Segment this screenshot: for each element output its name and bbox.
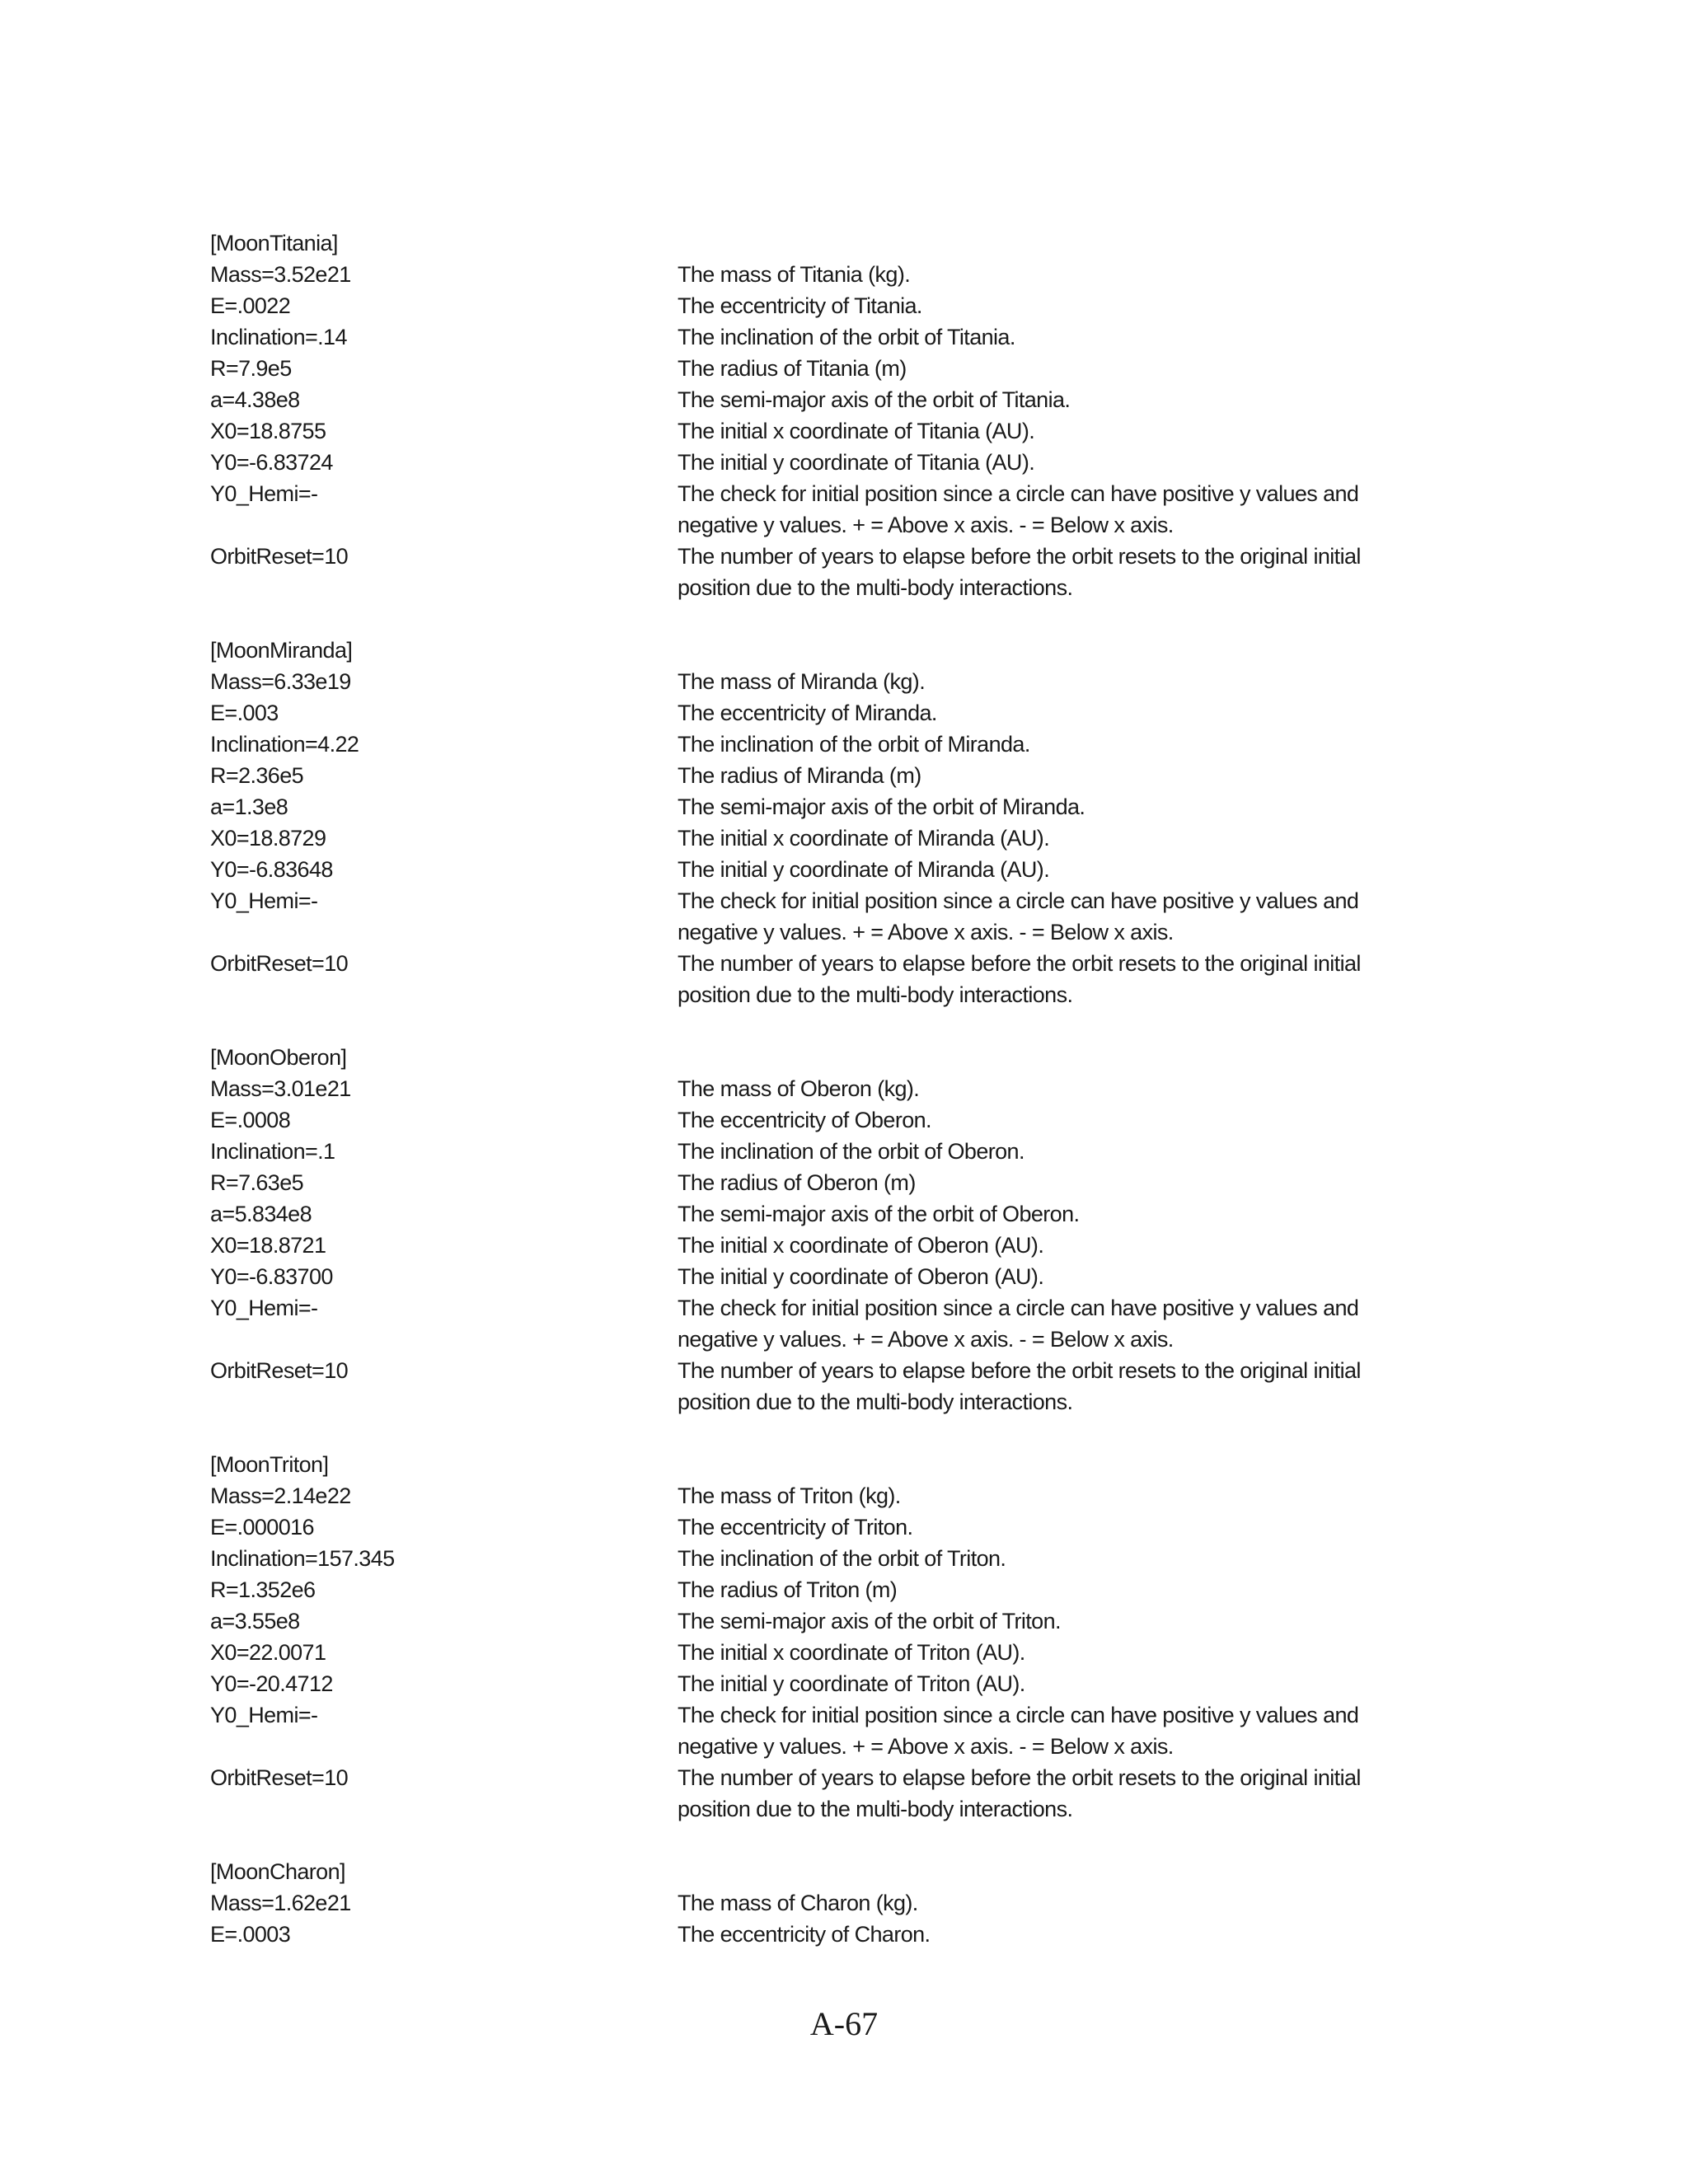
parameter-key: OrbitReset=10 bbox=[210, 951, 349, 976]
parameter-description: The eccentricity of Titania. bbox=[678, 293, 922, 318]
parameter-key: E=.0003 bbox=[210, 1922, 291, 1947]
parameter-description: The mass of Titania (kg). bbox=[678, 262, 911, 287]
parameter-row bbox=[210, 447, 1463, 478]
section-header: [MoonOberon] bbox=[210, 1045, 347, 1070]
parameter-row bbox=[210, 415, 1463, 447]
parameter-key: Inclination=.14 bbox=[210, 325, 347, 349]
parameter-row bbox=[210, 854, 1463, 885]
parameter-row bbox=[210, 259, 1463, 290]
parameter-description: The initial y coordinate of Miranda (AU). bbox=[678, 857, 1050, 882]
parameter-key: Y0=-20.4712 bbox=[210, 1671, 333, 1696]
section-header: [MoonMiranda] bbox=[210, 638, 353, 663]
parameter-row bbox=[210, 1511, 1463, 1543]
config-section bbox=[210, 1856, 1463, 1950]
parameter-row bbox=[210, 1167, 1463, 1198]
parameter-key: R=1.352e6 bbox=[210, 1577, 316, 1602]
parameter-row bbox=[210, 1230, 1463, 1261]
parameter-description: The eccentricity of Charon. bbox=[678, 1922, 931, 1947]
parameter-key: Mass=6.33e19 bbox=[210, 669, 351, 694]
parameter-key: R=2.36e5 bbox=[210, 763, 304, 788]
parameter-key: E=.0022 bbox=[210, 293, 291, 318]
parameter-description: The inclination of the orbit of Miranda. bbox=[678, 732, 1030, 757]
parameter-key: Inclination=157.345 bbox=[210, 1546, 395, 1571]
parameter-key: Inclination=.1 bbox=[210, 1139, 335, 1164]
parameter-description: The semi-major axis of the orbit of Triton. bbox=[678, 1609, 1061, 1633]
parameter-description: The mass of Charon (kg). bbox=[678, 1891, 918, 1915]
parameter-row bbox=[210, 384, 1463, 415]
parameter-row bbox=[210, 1919, 1463, 1950]
parameter-key: Y0=-6.83648 bbox=[210, 857, 333, 882]
parameter-row bbox=[210, 1355, 1463, 1418]
parameter-key: X0=18.8729 bbox=[210, 826, 326, 851]
document-body bbox=[210, 227, 1463, 1981]
parameter-row bbox=[210, 1699, 1463, 1762]
parameter-description: The initial x coordinate of Oberon (AU). bbox=[678, 1233, 1044, 1258]
config-section bbox=[210, 227, 1463, 603]
parameter-description: The number of years to elapse before the orbit resets to the original initial position due to the multi-body interactions. bbox=[678, 1358, 1361, 1414]
config-section bbox=[210, 1449, 1463, 1825]
parameter-key: Y0_Hemi=- bbox=[210, 888, 318, 913]
parameter-row bbox=[210, 1198, 1463, 1230]
parameter-description: The number of years to elapse before the orbit resets to the original initial position due to the multi-body interactions. bbox=[678, 1765, 1361, 1821]
parameter-key: X0=18.8721 bbox=[210, 1233, 326, 1258]
parameter-description: The check for initial position since a circle can have positive y values and negative y values. + = Above x axis. - = Below x axis. bbox=[678, 1296, 1359, 1352]
parameter-key: E=.000016 bbox=[210, 1515, 314, 1540]
parameter-key: OrbitReset=10 bbox=[210, 1358, 349, 1383]
page-number: A-67 bbox=[809, 2005, 879, 2042]
config-section bbox=[210, 1042, 1463, 1418]
parameter-row bbox=[210, 1605, 1463, 1637]
parameter-key: Y0_Hemi=- bbox=[210, 481, 318, 506]
parameter-key: OrbitReset=10 bbox=[210, 544, 349, 569]
parameter-description: The inclination of the orbit of Titania. bbox=[678, 325, 1015, 349]
parameter-description: The initial x coordinate of Triton (AU). bbox=[678, 1640, 1025, 1665]
parameter-description: The initial y coordinate of Oberon (AU). bbox=[678, 1264, 1044, 1289]
parameter-key: Mass=3.52e21 bbox=[210, 262, 351, 287]
parameter-row bbox=[210, 321, 1463, 353]
parameter-description: The inclination of the orbit of Oberon. bbox=[678, 1139, 1025, 1164]
parameter-description: The eccentricity of Oberon. bbox=[678, 1108, 931, 1132]
parameter-description: The mass of Oberon (kg). bbox=[678, 1076, 920, 1101]
parameter-description: The number of years to elapse before the orbit resets to the original initial position due to the multi-body interactions. bbox=[678, 544, 1361, 600]
parameter-key: Mass=2.14e22 bbox=[210, 1483, 351, 1508]
parameter-key: OrbitReset=10 bbox=[210, 1765, 349, 1790]
parameter-row bbox=[210, 1261, 1463, 1292]
parameter-description: The initial y coordinate of Titania (AU). bbox=[678, 450, 1035, 475]
section-header: [MoonTitania] bbox=[210, 231, 338, 255]
parameter-key: a=1.3e8 bbox=[210, 794, 288, 819]
config-section bbox=[210, 635, 1463, 1010]
parameter-row bbox=[210, 1136, 1463, 1167]
parameter-row bbox=[210, 290, 1463, 321]
parameter-description: The semi-major axis of the orbit of Miranda. bbox=[678, 794, 1085, 819]
parameter-description: The radius of Oberon (m) bbox=[678, 1170, 916, 1195]
parameter-key: R=7.63e5 bbox=[210, 1170, 304, 1195]
parameter-description: The semi-major axis of the orbit of Titania. bbox=[678, 387, 1071, 412]
parameter-row bbox=[210, 666, 1463, 697]
parameter-key: Y0_Hemi=- bbox=[210, 1296, 318, 1320]
parameter-description: The inclination of the orbit of Triton. bbox=[678, 1546, 1006, 1571]
parameter-key: Inclination=4.22 bbox=[210, 732, 359, 757]
parameter-row bbox=[210, 1073, 1463, 1104]
parameter-row bbox=[210, 885, 1463, 948]
parameter-row bbox=[210, 1668, 1463, 1699]
parameter-row bbox=[210, 1104, 1463, 1136]
parameter-key: R=7.9e5 bbox=[210, 356, 292, 381]
parameter-description: The initial x coordinate of Miranda (AU). bbox=[678, 826, 1050, 851]
parameter-row bbox=[210, 541, 1463, 603]
parameter-description: The check for initial position since a circle can have positive y values and negative y values. + = Above x axis. - = Below x axis. bbox=[678, 1703, 1359, 1759]
section-header: [MoonTriton] bbox=[210, 1452, 329, 1477]
parameter-row bbox=[210, 1292, 1463, 1355]
parameter-description: The mass of Triton (kg). bbox=[678, 1483, 901, 1508]
parameter-row bbox=[210, 729, 1463, 760]
parameter-key: Y0=-6.83724 bbox=[210, 450, 333, 475]
parameter-row bbox=[210, 353, 1463, 384]
parameter-row bbox=[210, 1887, 1463, 1919]
parameter-row bbox=[210, 1543, 1463, 1574]
parameter-row bbox=[210, 791, 1463, 823]
parameter-description: The radius of Titania (m) bbox=[678, 356, 907, 381]
parameter-row bbox=[210, 1762, 1463, 1825]
parameter-row bbox=[210, 1574, 1463, 1605]
parameter-row bbox=[210, 1480, 1463, 1511]
parameter-row bbox=[210, 948, 1463, 1010]
section-header: [MoonCharon] bbox=[210, 1859, 345, 1884]
parameter-key: a=4.38e8 bbox=[210, 387, 300, 412]
parameter-key: X0=18.8755 bbox=[210, 419, 326, 443]
parameter-description: The eccentricity of Miranda. bbox=[678, 701, 937, 725]
parameter-description: The check for initial position since a circle can have positive y values and negative y values. + = Above x axis. - = Below x axis. bbox=[678, 481, 1359, 537]
parameter-key: Mass=3.01e21 bbox=[210, 1076, 351, 1101]
parameter-description: The radius of Miranda (m) bbox=[678, 763, 921, 788]
parameter-key: Y0_Hemi=- bbox=[210, 1703, 318, 1727]
parameter-row bbox=[210, 478, 1463, 541]
parameter-key: X0=22.0071 bbox=[210, 1640, 326, 1665]
parameter-description: The initial x coordinate of Titania (AU). bbox=[678, 419, 1035, 443]
parameter-description: The check for initial position since a circle can have positive y values and negative y values. + = Above x axis. - = Below x axis. bbox=[678, 888, 1359, 944]
parameter-description: The semi-major axis of the orbit of Oberon. bbox=[678, 1202, 1080, 1226]
parameter-key: E=.0008 bbox=[210, 1108, 291, 1132]
parameter-description: The number of years to elapse before the orbit resets to the original initial position due to the multi-body interactions. bbox=[678, 951, 1361, 1007]
parameter-row bbox=[210, 1637, 1463, 1668]
parameter-key: a=3.55e8 bbox=[210, 1609, 300, 1633]
parameter-row bbox=[210, 760, 1463, 791]
parameter-row bbox=[210, 697, 1463, 729]
parameter-description: The eccentricity of Triton. bbox=[678, 1515, 913, 1540]
parameter-key: Mass=1.62e21 bbox=[210, 1891, 351, 1915]
parameter-row bbox=[210, 823, 1463, 854]
parameter-key: a=5.834e8 bbox=[210, 1202, 312, 1226]
parameter-key: Y0=-6.83700 bbox=[210, 1264, 333, 1289]
parameter-description: The mass of Miranda (kg). bbox=[678, 669, 926, 694]
parameter-description: The radius of Triton (m) bbox=[678, 1577, 898, 1602]
parameter-key: E=.003 bbox=[210, 701, 279, 725]
parameter-description: The initial y coordinate of Triton (AU). bbox=[678, 1671, 1025, 1696]
